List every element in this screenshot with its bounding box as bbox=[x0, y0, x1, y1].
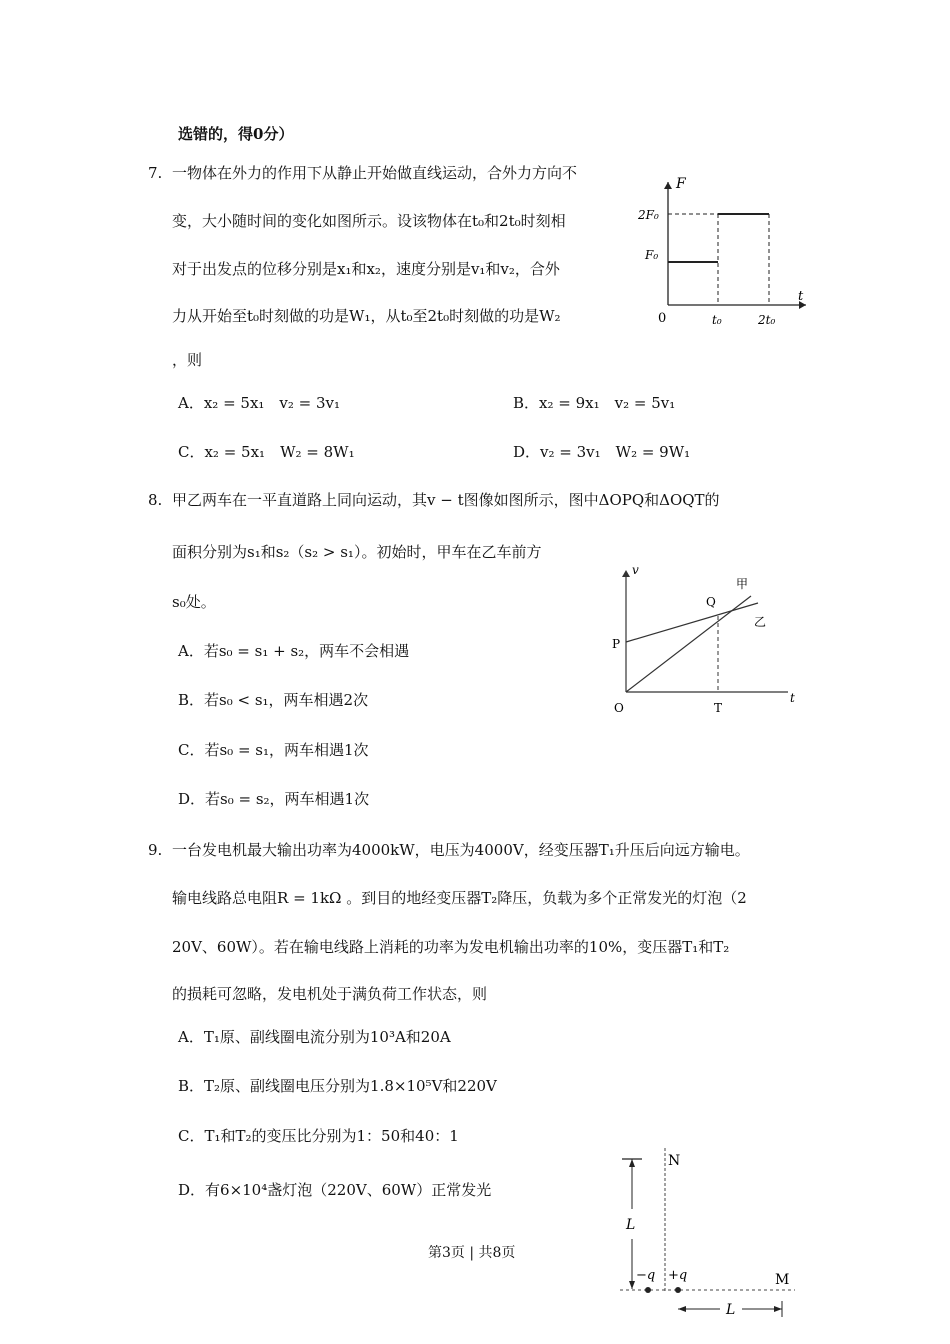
option-b: B．x₂ = 9x₁ v₂ = 5v₁ bbox=[513, 394, 676, 412]
option-a: A．T₁原、副线圈电流分别为10³A和20A bbox=[178, 1028, 451, 1046]
option-b: B．T₂原、副线圈电压分别为1.8×10⁵V和220V bbox=[178, 1077, 497, 1095]
y-axis-arrow bbox=[622, 570, 630, 577]
y-axis-label: v bbox=[632, 563, 639, 577]
label-n: N bbox=[668, 1153, 681, 1169]
option-a: A．若s₀ = s₁ + s₂，两车不会相遇 bbox=[178, 642, 410, 660]
option-b: B．若s₀ < s₁，两车相遇2次 bbox=[178, 691, 369, 709]
label-neg-q: −q bbox=[636, 1268, 656, 1283]
question-text-line: ，则 bbox=[172, 351, 203, 369]
question-text-line: 对于出发点的位移分别是x₁和x₂，速度分别是v₁和v₂，合外 bbox=[172, 260, 560, 278]
label-l-horizontal: L bbox=[726, 1302, 736, 1318]
page-footer: 第3页 | 共8页 bbox=[428, 1245, 516, 1261]
question-text-line: 甲乙两车在一平直道路上同向运动，其v − t图像如图所示，图中ΔOPQ和ΔOQT的 bbox=[172, 491, 720, 509]
line-yi bbox=[626, 603, 758, 642]
question-text-line: 一物体在外力的作用下从静止开始做直线运动，合外力方向不 bbox=[172, 164, 578, 182]
line-jia-label: 甲 bbox=[736, 577, 749, 591]
charges-figure bbox=[610, 1145, 810, 1325]
force-time-graph bbox=[636, 170, 816, 330]
option-d: D．有6×10⁴盏灯泡（220V、60W）正常发光 bbox=[178, 1181, 492, 1199]
option-c: C．x₂ = 5x₁ W₂ = 8W₁ bbox=[178, 443, 355, 461]
tick-f0: F₀ bbox=[645, 248, 659, 262]
l-arrow-left bbox=[678, 1306, 686, 1312]
option-a: A．x₂ = 5x₁ v₂ = 3v₁ bbox=[178, 394, 341, 412]
origin-label: O bbox=[614, 701, 624, 715]
positive-charge-dot bbox=[675, 1287, 681, 1293]
question-text-line: 力从开始至t₀时刻做的功是W₁，从t₀至2t₀时刻做的功是W₂ bbox=[172, 307, 561, 325]
l-arrow-right bbox=[774, 1306, 782, 1312]
x-axis-label: t bbox=[798, 289, 804, 304]
label-l-vertical: L bbox=[626, 1217, 636, 1233]
point-p-label: P bbox=[612, 637, 621, 651]
tick-2t0: 2t₀ bbox=[758, 313, 776, 327]
negative-charge-dot bbox=[645, 1287, 651, 1293]
point-q-label: Q bbox=[706, 595, 716, 609]
question-number: 8. bbox=[148, 491, 163, 509]
line-jia bbox=[626, 596, 751, 692]
origin-label: 0 bbox=[658, 311, 667, 326]
question-number: 7. bbox=[148, 164, 163, 182]
l-arrow-down bbox=[629, 1281, 635, 1289]
option-c: C．若s₀ = s₁，两车相遇1次 bbox=[178, 741, 369, 759]
label-m: M bbox=[775, 1272, 790, 1288]
line-yi-label: 乙 bbox=[754, 615, 767, 629]
section-note: 选错的，得0分） bbox=[178, 125, 294, 143]
option-d: D．若s₀ = s₂，两车相遇1次 bbox=[178, 790, 370, 808]
y-axis-label: F bbox=[676, 176, 686, 192]
point-t-label: T bbox=[714, 701, 723, 715]
question-text-line: 20V、60W）。若在输电线路上消耗的功率为发电机输出功率的10%，变压器T₁和T₂ bbox=[172, 938, 730, 956]
question-text-line: 一台发电机最大输出功率为4000kW，电压为4000V，经变压器T₁升压后向远方输电。 bbox=[172, 841, 750, 859]
tick-2f0: 2F₀ bbox=[638, 208, 659, 222]
velocity-time-graph bbox=[606, 562, 806, 720]
question-text-line: 输电线路总电阻R = 1kΩ 。到目的地经变压器T₂降压，负载为多个正常发光的灯泡（2 bbox=[172, 889, 747, 907]
tick-t0: t₀ bbox=[712, 313, 722, 327]
question-text-line: 变，大小随时间的变化如图所示。设该物体在t₀和2t₀时刻相 bbox=[172, 212, 566, 230]
y-axis-arrow bbox=[664, 182, 672, 189]
question-text-line: 面积分别为s₁和s₂（s₂ > s₁）。初始时，甲车在乙车前方 bbox=[172, 543, 542, 561]
question-text-line: s₀处。 bbox=[172, 593, 216, 611]
l-arrow-up bbox=[629, 1159, 635, 1167]
option-d: D．v₂ = 3v₁ W₂ = 9W₁ bbox=[513, 443, 691, 461]
option-c: C．T₁和T₂的变压比分别为1：50和40：1 bbox=[178, 1127, 459, 1145]
label-pos-q: +q bbox=[668, 1268, 688, 1283]
question-text-line: 的损耗可忽略，发电机处于满负荷工作状态，则 bbox=[172, 985, 488, 1003]
question-number: 9. bbox=[148, 841, 163, 859]
x-axis-label: t bbox=[790, 691, 795, 705]
